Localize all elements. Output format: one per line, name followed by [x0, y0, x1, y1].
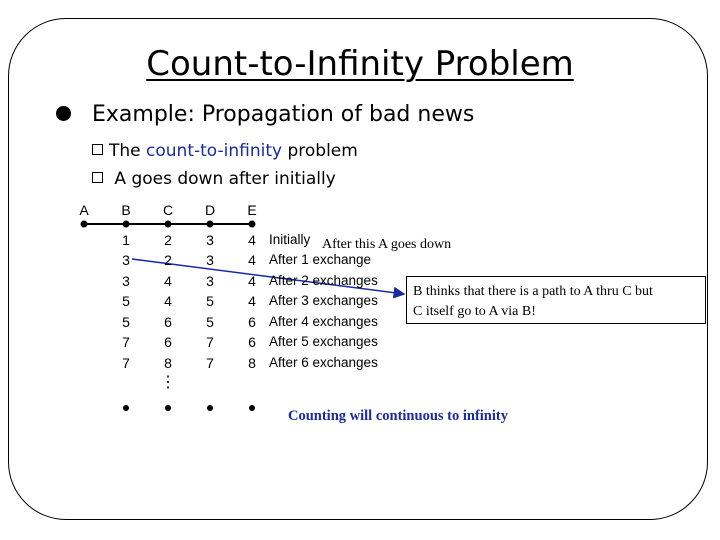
after-down-note: After this A goes down [322, 237, 452, 252]
table-cell: 6 [248, 314, 256, 330]
table-cell: 3 [206, 252, 214, 268]
row-label: After 5 exchanges [269, 334, 378, 349]
table-cell: 4 [248, 293, 256, 309]
table-cell: 6 [164, 334, 172, 350]
header-c: C [162, 202, 174, 218]
table-cell: 6 [164, 314, 172, 330]
table-cell: 4 [164, 273, 172, 289]
table-cell: 5 [122, 314, 130, 330]
slide-title: Count-to-Infinity Problem [146, 44, 574, 84]
vertical-ellipsis: ⋮ [160, 374, 176, 391]
table-cell: 7 [122, 355, 130, 371]
header-e: E [247, 202, 257, 218]
table-cell: 6 [248, 334, 256, 350]
table-cell: 4 [248, 273, 256, 289]
row-label: After 3 exchanges [269, 293, 378, 308]
callout-line-2: C itself go to A via B! [413, 304, 536, 319]
table-cell: 3 [206, 232, 214, 248]
row-label: Initially [269, 232, 311, 247]
table-cell: 2 [164, 232, 172, 248]
table-cell: 4 [248, 232, 256, 248]
table-cell: 3 [122, 273, 130, 289]
row-label: After 2 exchanges [269, 273, 378, 288]
table-cell: 7 [206, 334, 214, 350]
counting-note: Counting will continuous to infinity [288, 408, 508, 424]
callout-line-1: B thinks that there is a path to A thru C but [413, 284, 653, 299]
header-b: B [121, 202, 131, 218]
table-cell: 3 [206, 273, 214, 289]
table-cell: 5 [206, 293, 214, 309]
header-a: A [79, 202, 89, 218]
bullet-text: Example: Propagation of bad news [92, 102, 475, 127]
table-cell: 4 [248, 252, 256, 268]
row-label: After 1 exchange [269, 252, 372, 267]
table-cell: 8 [164, 355, 172, 371]
sub-item-a-goes-down: A goes down after initially [92, 168, 336, 190]
sub-item-count-to-infinity: The count-to-infinity problem [92, 140, 358, 162]
table-cell: 7 [206, 355, 214, 371]
table-cell: 5 [206, 314, 214, 330]
table-cell: 1 [122, 232, 130, 248]
row-label: After 6 exchanges [269, 355, 378, 370]
table-cell: 2 [164, 252, 172, 268]
table-cell: 7 [122, 334, 130, 350]
table-cell: 5 [122, 293, 130, 309]
table-cell: 4 [164, 293, 172, 309]
callout-box [406, 276, 706, 324]
table-cell: 3 [122, 252, 130, 268]
header-d: D [204, 202, 216, 218]
table-cell: 8 [248, 355, 256, 371]
row-label: After 4 exchanges [269, 314, 378, 329]
highlight-term: count-to-infinity [146, 141, 283, 161]
